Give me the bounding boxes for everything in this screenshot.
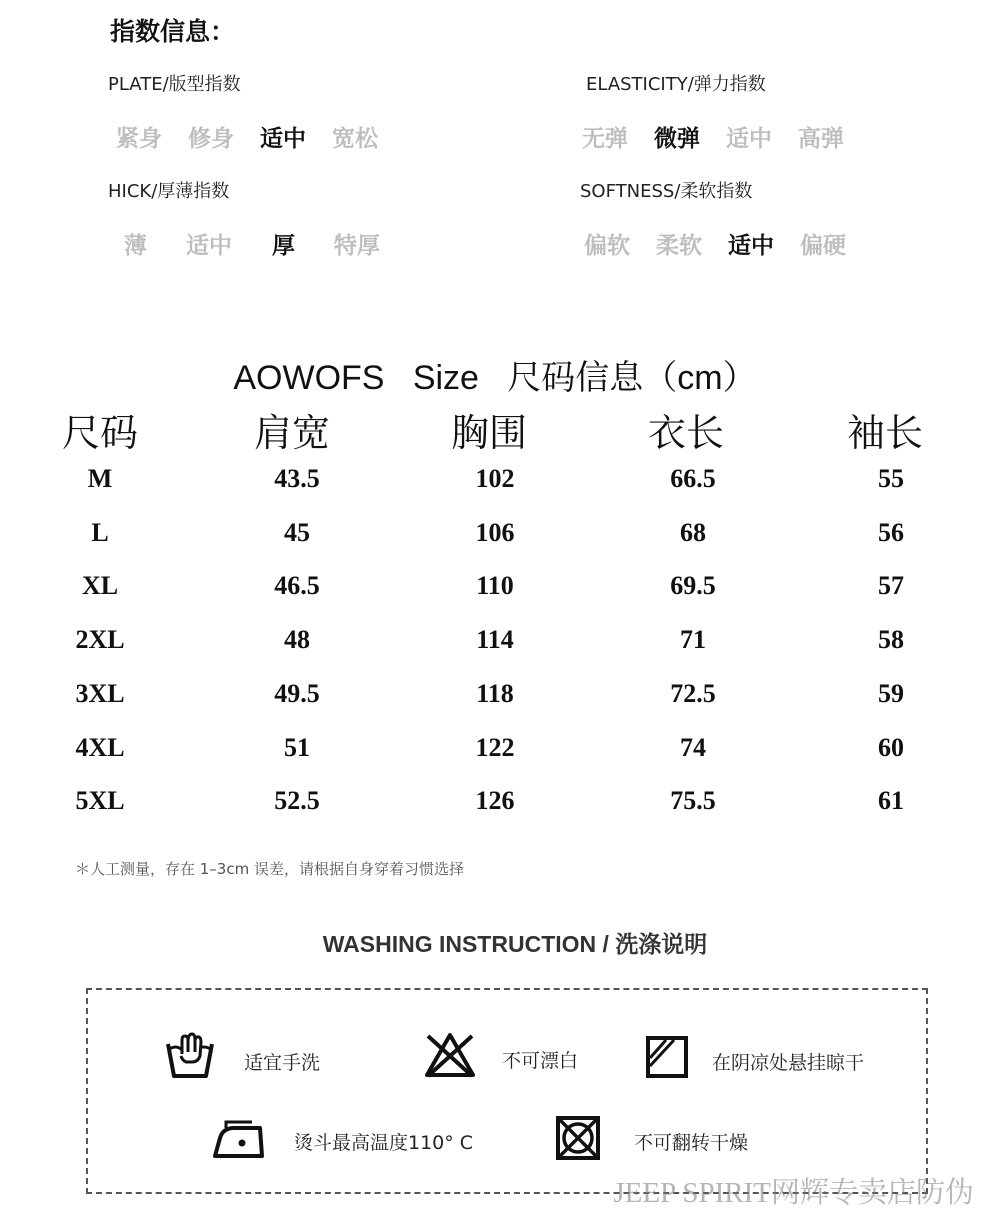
plate-option-regular: 适中 [260, 126, 306, 152]
row-size-cell: 3XL [75, 679, 125, 708]
elasticity-option-none: 无弹 [582, 126, 628, 152]
row-shoulder-cell: 48 [284, 625, 310, 654]
elasticity-index-label: ELASTICITY/弹力指数 [586, 74, 766, 95]
row-shoulder-cell: 46.5 [274, 571, 320, 600]
hand-wash-icon [164, 1030, 216, 1080]
row-chest-cell: 110 [476, 571, 514, 600]
row-chest-cell: 102 [475, 464, 515, 493]
row-chest-cell: 114 [476, 625, 514, 654]
no-tumble-dry-label: 不可翻转干燥 [634, 1132, 749, 1154]
row-chest-cell: 106 [475, 518, 515, 547]
row-length-cell: 71 [680, 625, 706, 654]
plate-index-label: PLATE/版型指数 [108, 74, 241, 95]
size-table-title: AOWOFS Size 尺码信息（cm） [233, 359, 757, 397]
shade-dry-icon [646, 1036, 688, 1078]
row-chest-cell: 122 [475, 733, 515, 762]
softness-option-very-soft: 柔软 [656, 233, 702, 259]
thick-option-thin: 薄 [124, 233, 147, 259]
row-length-cell: 75.5 [670, 786, 716, 815]
row-sleeve-cell: 55 [878, 464, 904, 493]
header-sleeve: 袖长 [846, 411, 923, 455]
row-sleeve-cell: 60 [878, 733, 904, 762]
row-size-cell: XL [81, 571, 119, 600]
elasticity-option-high: 高弹 [798, 126, 844, 152]
row-length-cell: 69.5 [670, 571, 716, 600]
row-size-cell: 4XL [75, 733, 125, 762]
header-length: 衣长 [647, 411, 724, 455]
row-shoulder-cell: 43.5 [274, 464, 320, 493]
no-bleach-label: 不可漂白 [502, 1050, 579, 1072]
row-sleeve-cell: 59 [878, 679, 904, 708]
index-title: 指数信息： [110, 17, 236, 46]
shade-dry-label: 在阴凉处悬挂晾干 [712, 1052, 865, 1074]
no-bleach-icon [424, 1032, 476, 1078]
row-size-cell: M [87, 464, 113, 493]
softness-option-hard: 偏硬 [800, 233, 846, 259]
header-chest: 胸围 [450, 411, 527, 455]
elasticity-option-slight: 微弹 [654, 126, 700, 152]
row-length-cell: 74 [680, 733, 706, 762]
row-sleeve-cell: 61 [878, 786, 904, 815]
header-shoulder: 肩宽 [253, 411, 330, 455]
row-sleeve-cell: 57 [878, 571, 904, 600]
row-shoulder-cell: 49.5 [274, 679, 320, 708]
row-shoulder-cell: 51 [284, 733, 310, 762]
washing-title: WASHING INSTRUCTION / 洗涤说明 [322, 931, 708, 957]
row-sleeve-cell: 56 [878, 518, 904, 547]
softness-option-soft: 偏软 [584, 233, 630, 259]
row-chest-cell: 126 [475, 786, 515, 815]
thick-option-extra-thick: 特厚 [334, 233, 380, 259]
row-size-cell: 2XL [75, 625, 125, 654]
row-length-cell: 72.5 [670, 679, 716, 708]
washing-instructions-box [86, 988, 928, 1194]
no-tumble-dry-icon [556, 1116, 600, 1160]
row-shoulder-cell: 52.5 [274, 786, 320, 815]
thick-option-thick: 厚 [272, 233, 295, 259]
row-size-cell: L [91, 518, 109, 547]
row-sleeve-cell: 58 [878, 625, 904, 654]
row-length-cell: 68 [680, 518, 706, 547]
row-length-cell: 66.5 [670, 464, 716, 493]
iron-label: 烫斗最高温度110° C [294, 1132, 474, 1154]
row-shoulder-cell: 45 [284, 518, 310, 547]
thick-option-regular: 适中 [186, 233, 232, 259]
plate-option-slim: 修身 [188, 126, 234, 152]
plate-option-tight: 紧身 [116, 126, 162, 152]
hand-wash-label: 适宜手洗 [244, 1052, 321, 1074]
measurement-note: ＊人工测量，存在 1–3cm 误差，请根据自身穿着习惯选择 [75, 860, 464, 878]
elasticity-option-medium: 适中 [726, 126, 772, 152]
thick-index-label: HICK/厚薄指数 [108, 181, 230, 202]
watermark: JEEP SPIRIT网辉专卖店防伪 [613, 1177, 974, 1209]
softness-option-medium: 适中 [728, 233, 774, 259]
iron-icon [212, 1118, 266, 1160]
plate-option-loose: 宽松 [332, 126, 378, 152]
softness-index-label: SOFTNESS/柔软指数 [580, 181, 753, 202]
row-chest-cell: 118 [476, 679, 514, 708]
row-size-cell: 5XL [75, 786, 125, 815]
header-size: 尺码 [61, 411, 138, 455]
